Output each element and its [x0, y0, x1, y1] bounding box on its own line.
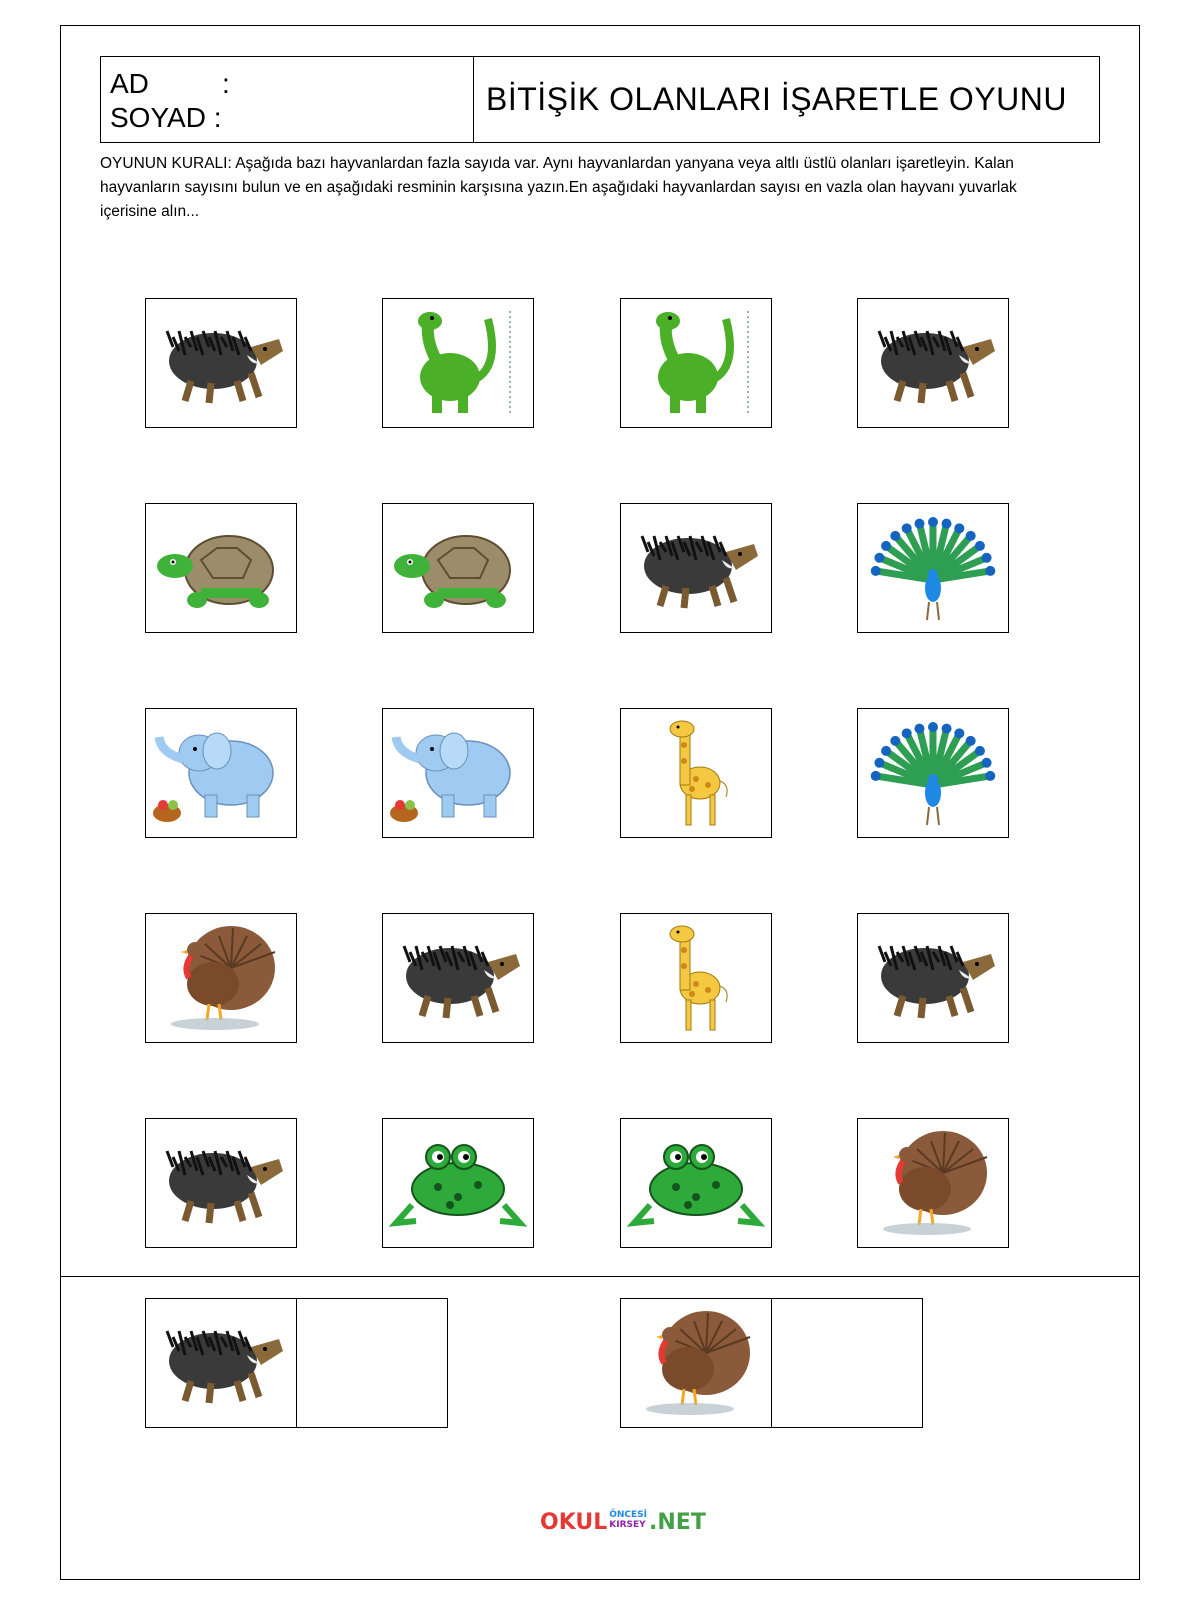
answer-animal-card[interactable]	[145, 1298, 297, 1428]
name-colon: :	[222, 68, 230, 99]
animal-card[interactable]	[145, 298, 297, 428]
peacock-icon	[863, 713, 1003, 833]
animal-card[interactable]	[382, 503, 534, 633]
turtle-icon	[151, 508, 291, 628]
animal-card[interactable]	[620, 1118, 772, 1248]
surname-label: SOYAD :	[110, 102, 222, 133]
logo-bottom: KIRSEY	[609, 1520, 646, 1530]
animal-card[interactable]	[857, 503, 1009, 633]
frog-icon	[388, 1123, 528, 1243]
turtle-icon	[388, 508, 528, 628]
logo-top: ÖNCESİ	[609, 1510, 648, 1520]
surname-row[interactable]	[110, 101, 473, 135]
peacock-icon	[863, 508, 1003, 628]
hedgehog-icon	[388, 918, 528, 1038]
hedgehog-icon	[151, 303, 291, 423]
answer-count-box[interactable]	[296, 1298, 448, 1428]
animal-card[interactable]	[620, 913, 772, 1043]
logo-right: .NET	[649, 1510, 706, 1535]
animal-card[interactable]	[620, 298, 772, 428]
animal-card[interactable]	[145, 913, 297, 1043]
animal-card[interactable]	[382, 913, 534, 1043]
answer-count-box[interactable]	[771, 1298, 923, 1428]
turkey-icon	[863, 1123, 1003, 1243]
giraffe-icon	[626, 918, 766, 1038]
elephant-icon	[151, 713, 291, 833]
hedgehog-icon	[626, 508, 766, 628]
animal-card[interactable]	[620, 503, 772, 633]
name-fields	[101, 57, 474, 142]
hedgehog-icon	[151, 1303, 291, 1423]
turkey-icon	[626, 1303, 766, 1423]
footer-logo	[540, 1510, 706, 1535]
name-label: AD	[110, 68, 149, 99]
divider-line	[60, 1276, 1140, 1277]
animal-card[interactable]	[382, 708, 534, 838]
hedgehog-icon	[863, 918, 1003, 1038]
rules-text: OYUNUN KURALI: Aşağıda bazı hayvanlardan fazla sayıda var. Aynı hayvanlardan yanyana veya altlı üstlü olanları işaretleyin. Kalan hayvanların sayısını bulun ve en aşağıdaki resminin karşısına yazın.En aşağıdaki hayvanlardan sayısı en vazla olan hayvanı yuvarlak içerisine alın...	[100, 155, 1017, 220]
elephant-icon	[388, 713, 528, 833]
animal-card[interactable]	[620, 708, 772, 838]
frog-icon	[626, 1123, 766, 1243]
animal-card[interactable]	[382, 298, 534, 428]
giraffe-icon	[626, 713, 766, 833]
hedgehog-icon	[151, 1123, 291, 1243]
header-box	[100, 56, 1100, 143]
turkey-icon	[151, 918, 291, 1038]
animal-card[interactable]	[857, 298, 1009, 428]
answer-animal-card[interactable]	[620, 1298, 772, 1428]
name-row[interactable]	[110, 67, 473, 101]
hedgehog-icon	[863, 303, 1003, 423]
animal-card[interactable]	[145, 708, 297, 838]
animal-card[interactable]	[857, 1118, 1009, 1248]
page-title: BİTİŞİK OLANLARI İŞARETLE OYUNU	[486, 81, 1067, 117]
logo-left: OKUL	[540, 1510, 608, 1535]
animal-card[interactable]	[857, 913, 1009, 1043]
dinosaur-icon	[388, 303, 528, 423]
dinosaur-icon	[626, 303, 766, 423]
animal-card[interactable]	[382, 1118, 534, 1248]
animal-card[interactable]	[857, 708, 1009, 838]
animal-card[interactable]	[145, 1118, 297, 1248]
animal-card[interactable]	[145, 503, 297, 633]
